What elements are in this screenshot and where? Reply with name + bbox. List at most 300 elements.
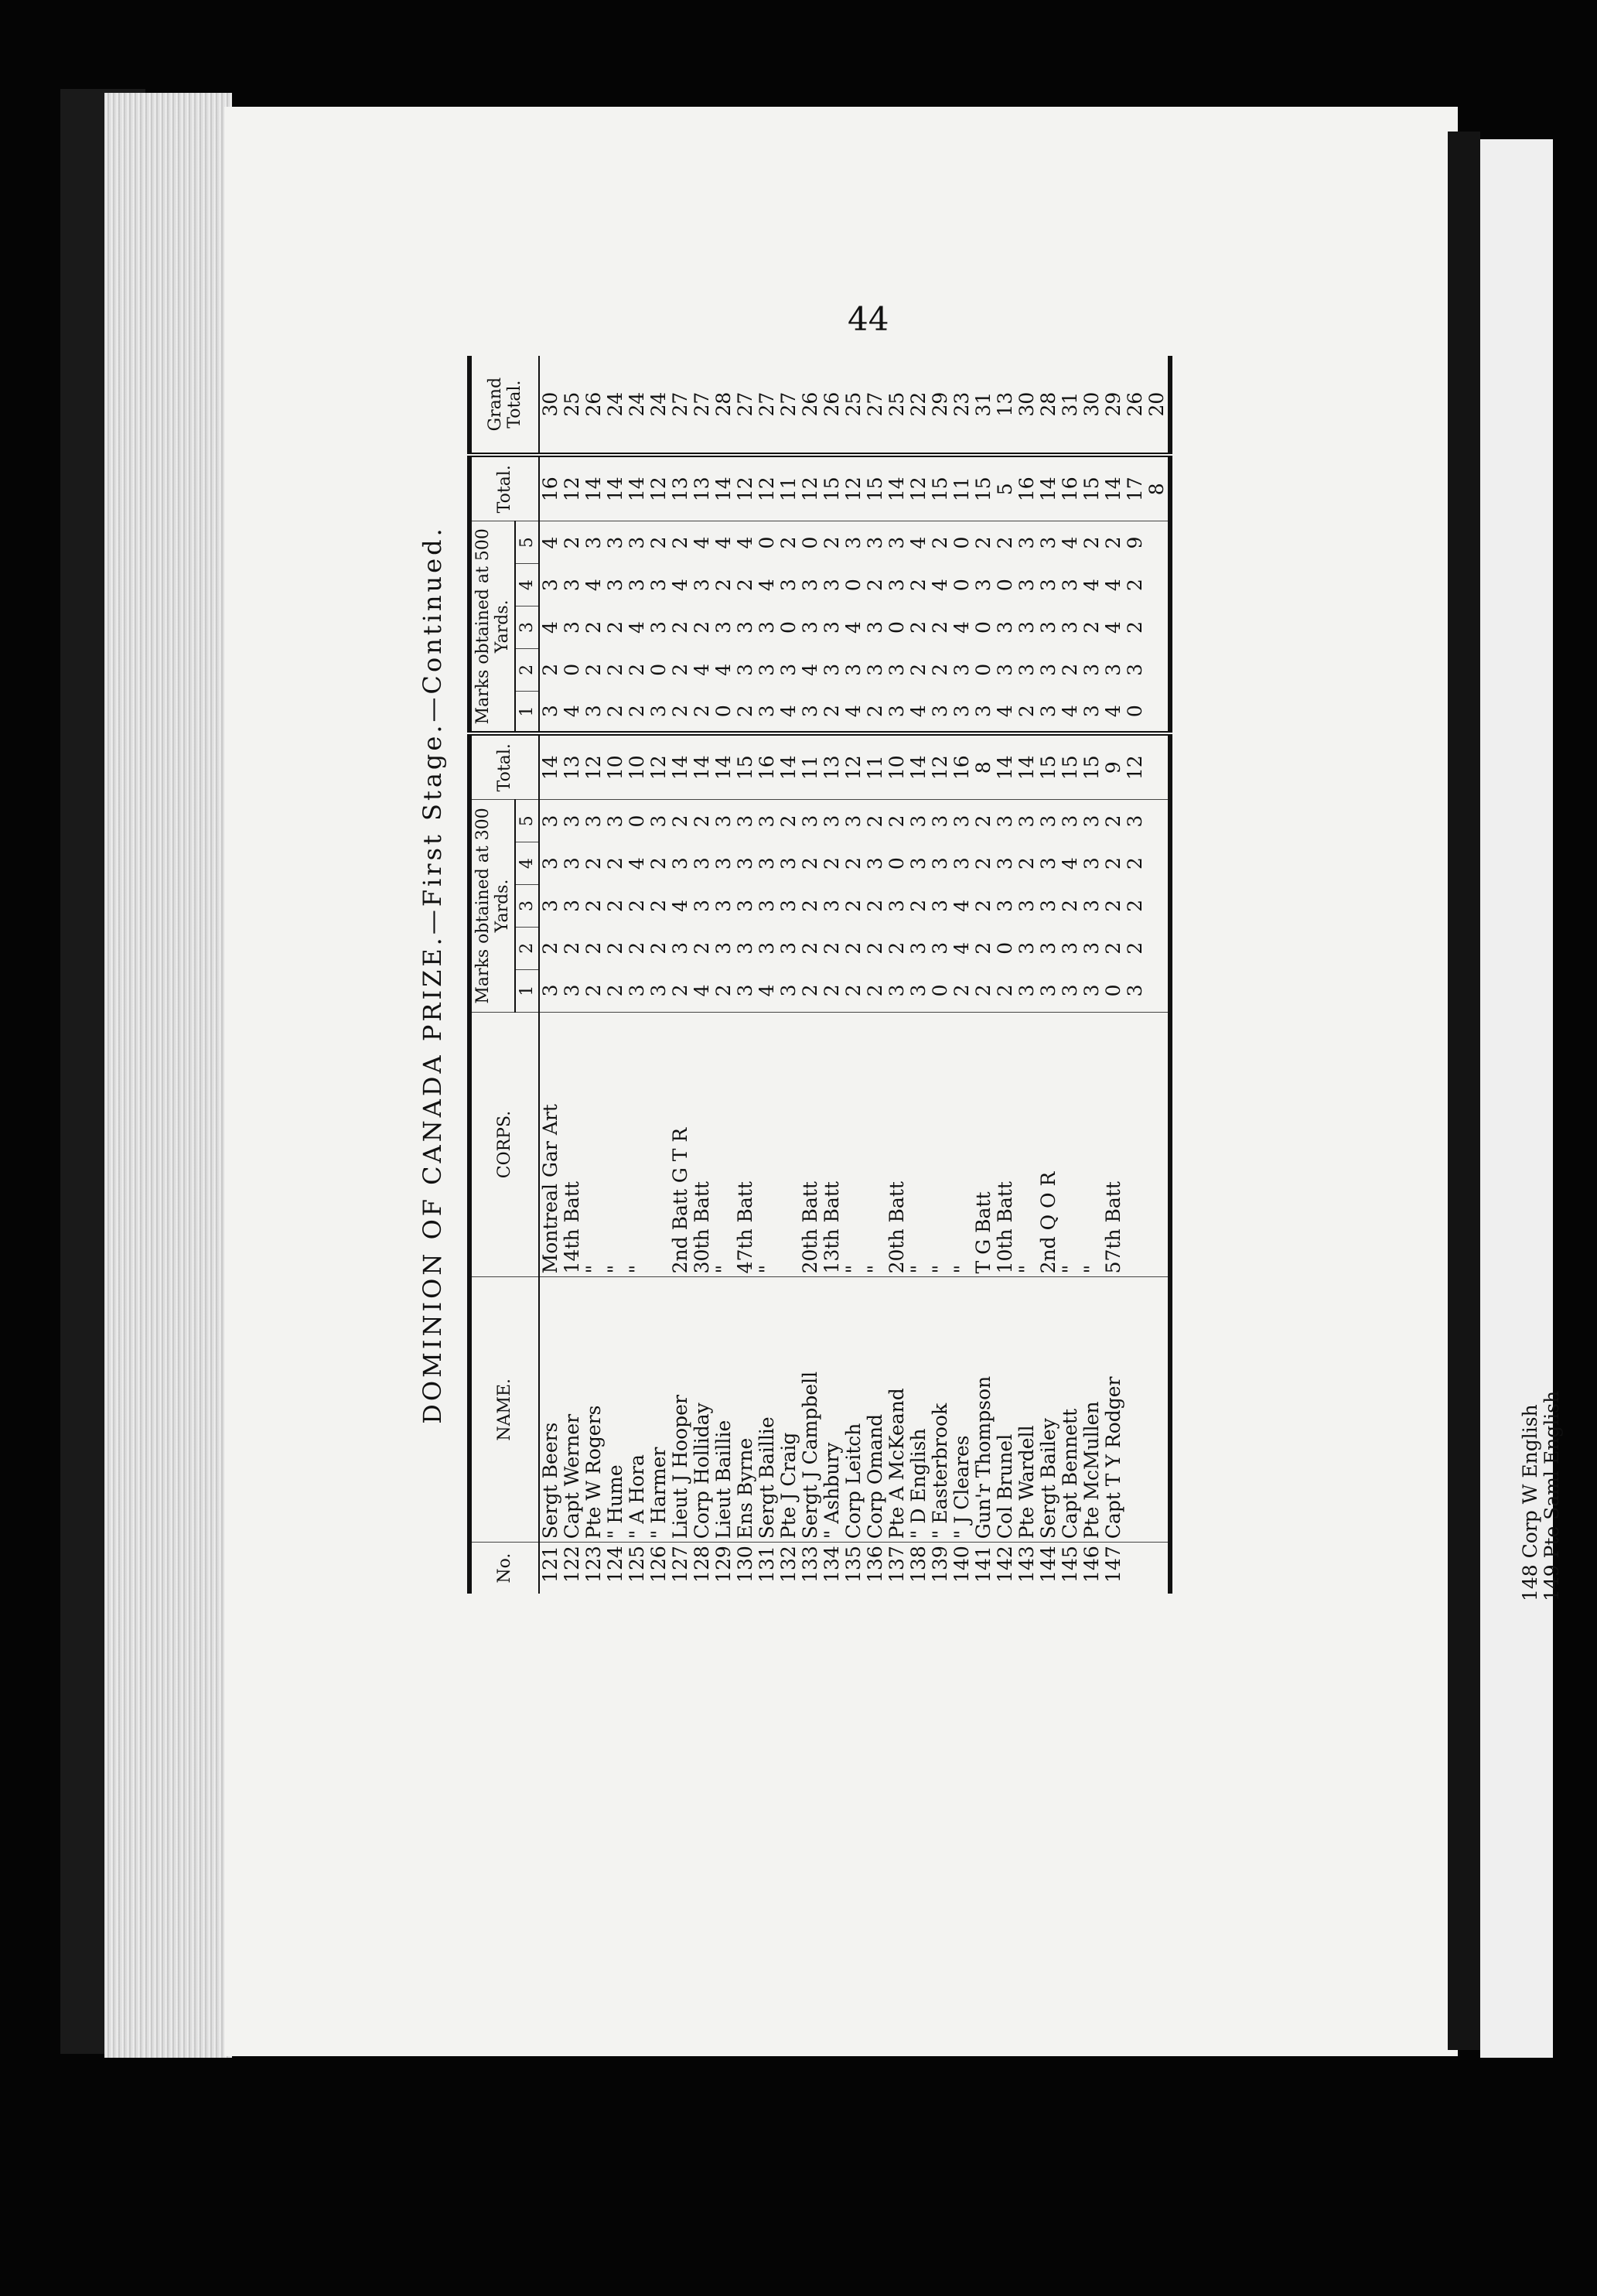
row-corps: 47th Batt bbox=[735, 1012, 756, 1277]
score-500-shot: 3 bbox=[1015, 579, 1038, 592]
score-300-shot: 4 bbox=[950, 900, 973, 912]
table-row bbox=[1060, 356, 1081, 1594]
grand-total: 27 bbox=[756, 356, 778, 455]
score-300-shot: 2 bbox=[713, 969, 735, 1012]
score-300-shot: 3 bbox=[1123, 815, 1146, 828]
score-300-shot: 3 bbox=[885, 900, 908, 912]
row-name: Pte Saml English bbox=[1541, 1390, 1563, 1559]
score-300-shot: 3 bbox=[950, 857, 973, 870]
score-300-shot: 3 bbox=[1036, 900, 1060, 912]
score-300-shot: 2 bbox=[603, 941, 626, 955]
score-500-shot: 2 bbox=[733, 579, 756, 592]
score-500-shot: 3 bbox=[625, 536, 648, 549]
row-number: 127 bbox=[668, 1546, 691, 1583]
score-500-shot: 2 bbox=[647, 536, 670, 549]
score-500-shot: 4 bbox=[1101, 621, 1124, 634]
score-300-shot: 3 bbox=[1036, 857, 1060, 870]
score-300-shot: 3 bbox=[755, 941, 778, 955]
score-500-shot: 3 bbox=[993, 663, 1016, 676]
total-300: 16 bbox=[756, 733, 778, 800]
score-500-shot: 2 bbox=[820, 536, 843, 549]
row-number: 149 bbox=[1541, 1564, 1563, 1601]
score-300-shot: 3 bbox=[906, 857, 930, 870]
total-500: 12 bbox=[756, 455, 778, 521]
score-500-shot: 2 bbox=[538, 663, 561, 676]
row-corps: " bbox=[583, 1012, 605, 1277]
score-300-shot: 3 bbox=[841, 815, 865, 828]
score-300-shot: 3 bbox=[776, 900, 800, 912]
header-shot: 2 bbox=[515, 927, 539, 969]
row-name: " Harmer bbox=[648, 1277, 670, 1543]
score-300-shot: 3 bbox=[538, 857, 561, 870]
total-500: 12 bbox=[648, 455, 670, 521]
total-300: 10 bbox=[886, 733, 908, 800]
total-500: 11 bbox=[778, 455, 800, 521]
score-500-shot: 4 bbox=[1080, 579, 1103, 592]
score-300-shot: 2 bbox=[885, 941, 908, 955]
row-corps: T G Batt bbox=[973, 1012, 995, 1277]
grand-total: 30 bbox=[539, 356, 561, 455]
score-300-shot bbox=[1146, 800, 1170, 842]
score-500-shot: 3 bbox=[885, 663, 908, 676]
row-name: Corp Omand bbox=[865, 1277, 886, 1543]
score-500-shot: 3 bbox=[1036, 663, 1060, 676]
score-500-shot: 4 bbox=[950, 621, 973, 634]
row-corps: 13th Batt bbox=[821, 1012, 843, 1277]
row-name: Sergt Baillie bbox=[756, 1277, 778, 1543]
total-500: 12 bbox=[908, 455, 930, 521]
total-300: 12 bbox=[1124, 733, 1146, 800]
total-300: 14 bbox=[995, 733, 1016, 800]
score-500-shot: 3 bbox=[755, 663, 778, 676]
total-300: 16 bbox=[951, 733, 973, 800]
table-row bbox=[843, 356, 865, 1594]
score-300-shot: 2 bbox=[647, 941, 670, 955]
total-500: 12 bbox=[843, 455, 865, 521]
total-300: 14 bbox=[539, 733, 561, 800]
score-300-shot bbox=[1146, 969, 1170, 1012]
score-500-shot bbox=[1146, 521, 1170, 564]
score-500-shot: 0 bbox=[798, 536, 821, 549]
score-500-shot: 0 bbox=[1124, 691, 1146, 733]
score-500-shot: 0 bbox=[971, 621, 995, 634]
score-300-shot: 2 bbox=[820, 941, 843, 955]
next-page-edge bbox=[1480, 139, 1553, 2058]
score-300-shot: 2 bbox=[582, 900, 605, 912]
score-300-shot: 3 bbox=[863, 857, 886, 870]
row-number: 145 bbox=[1058, 1546, 1081, 1583]
next-page-row bbox=[1541, 1390, 1563, 1601]
score-300-shot: 2 bbox=[995, 969, 1016, 1012]
score-300-shot: 2 bbox=[971, 941, 995, 955]
score-500-shot: 0 bbox=[885, 621, 908, 634]
total-500: 13 bbox=[691, 455, 713, 521]
score-500-shot bbox=[1146, 564, 1170, 606]
row-name: " Ashbury bbox=[821, 1277, 843, 1543]
book-gutter bbox=[1448, 132, 1480, 2050]
score-500-shot: 3 bbox=[1080, 663, 1103, 676]
score-500-shot: 3 bbox=[625, 579, 648, 592]
score-300-shot: 3 bbox=[1015, 941, 1038, 955]
score-300-shot: 2 bbox=[951, 969, 973, 1012]
row-number: 147 bbox=[1101, 1546, 1124, 1583]
total-300: 11 bbox=[865, 733, 886, 800]
score-500-shot: 4 bbox=[1103, 691, 1124, 733]
score-300-shot: 2 bbox=[820, 857, 843, 870]
row-number: 135 bbox=[841, 1546, 865, 1583]
row-name: Capt Bennett bbox=[1060, 1277, 1081, 1543]
score-300-shot: 2 bbox=[668, 815, 691, 828]
score-500-shot: 4 bbox=[690, 536, 713, 549]
row-number: 139 bbox=[928, 1546, 951, 1583]
score-500-shot: 3 bbox=[1015, 663, 1038, 676]
score-500-shot: 3 bbox=[733, 621, 756, 634]
header-name: NAME. bbox=[469, 1277, 539, 1543]
score-300-shot: 3 bbox=[1058, 941, 1081, 955]
score-300-shot: 2 bbox=[625, 941, 648, 955]
score-500-shot: 2 bbox=[776, 536, 800, 549]
next-page-row bbox=[1519, 1404, 1541, 1601]
total-500: 8 bbox=[1146, 455, 1170, 521]
total-500: 12 bbox=[561, 455, 583, 521]
score-500-shot: 3 bbox=[798, 621, 821, 634]
table-row bbox=[713, 356, 735, 1594]
score-500-shot: 3 bbox=[863, 663, 886, 676]
score-300-shot: 2 bbox=[1123, 900, 1146, 912]
table-row bbox=[648, 356, 670, 1594]
table-row bbox=[605, 356, 626, 1594]
row-name bbox=[1124, 1277, 1146, 1543]
table-row bbox=[930, 356, 951, 1594]
score-500-shot: 3 bbox=[1038, 691, 1060, 733]
score-500-shot: 4 bbox=[1060, 691, 1081, 733]
score-300-shot: 2 bbox=[971, 857, 995, 870]
table-row bbox=[1081, 356, 1103, 1594]
score-500-shot: 3 bbox=[539, 691, 561, 733]
score-500-shot: 2 bbox=[711, 579, 735, 592]
score-300-shot: 3 bbox=[776, 857, 800, 870]
row-corps: " bbox=[951, 1012, 973, 1277]
score-500-shot: 2 bbox=[928, 536, 951, 549]
row-name: Gun'r Thompson bbox=[973, 1277, 995, 1543]
row-number: 126 bbox=[647, 1546, 670, 1583]
score-300-shot: 2 bbox=[1101, 815, 1124, 828]
grand-total: 26 bbox=[1124, 356, 1146, 455]
score-500-shot: 4 bbox=[1101, 579, 1124, 592]
total-500: 16 bbox=[1016, 455, 1038, 521]
score-300-shot: 2 bbox=[560, 941, 583, 955]
header-shot: 2 bbox=[515, 648, 539, 691]
score-500-shot: 4 bbox=[755, 579, 778, 592]
score-300-shot: 3 bbox=[755, 815, 778, 828]
table-title: DOMINION OF CANADA PRIZE.—First Stage.—Continued. bbox=[418, 525, 447, 1424]
page-edges bbox=[104, 93, 232, 2058]
score-500-shot: 3 bbox=[647, 579, 670, 592]
score-500-shot: 3 bbox=[1081, 691, 1103, 733]
score-300-shot: 2 bbox=[971, 815, 995, 828]
score-500-shot: 0 bbox=[841, 579, 865, 592]
score-300-shot: 3 bbox=[1080, 815, 1103, 828]
score-500-shot: 2 bbox=[821, 691, 843, 733]
score-500-shot: 2 bbox=[668, 663, 691, 676]
score-500-shot: 2 bbox=[605, 691, 626, 733]
row-corps: 30th Batt bbox=[691, 1012, 713, 1277]
score-300-shot: 0 bbox=[930, 969, 951, 1012]
grand-total: 25 bbox=[561, 356, 583, 455]
table-row bbox=[561, 356, 583, 1594]
row-corps: " bbox=[626, 1012, 648, 1277]
row-number: 121 bbox=[538, 1546, 561, 1583]
row-corps: " bbox=[605, 1012, 626, 1277]
score-500-shot: 3 bbox=[841, 536, 865, 549]
score-500-shot: 3 bbox=[885, 536, 908, 549]
score-300-shot: 3 bbox=[735, 969, 756, 1012]
score-500-shot: 3 bbox=[648, 691, 670, 733]
table-row bbox=[951, 356, 973, 1594]
row-number: 122 bbox=[560, 1546, 583, 1583]
row-name: " D English bbox=[908, 1277, 930, 1543]
score-300-shot: 3 bbox=[561, 969, 583, 1012]
score-500-shot: 3 bbox=[1036, 621, 1060, 634]
score-500-shot: 2 bbox=[1058, 663, 1081, 676]
score-300-shot: 3 bbox=[993, 815, 1016, 828]
score-500-shot: 4 bbox=[841, 621, 865, 634]
row-number: 140 bbox=[950, 1546, 973, 1583]
total-300: 15 bbox=[735, 733, 756, 800]
row-number: 128 bbox=[690, 1546, 713, 1583]
row-corps bbox=[1146, 1012, 1170, 1277]
row-name: Col Brunel bbox=[995, 1277, 1016, 1543]
grand-total: 30 bbox=[1016, 356, 1038, 455]
score-300-shot bbox=[1146, 927, 1170, 969]
score-300-shot: 2 bbox=[603, 857, 626, 870]
score-500-shot: 2 bbox=[560, 536, 583, 549]
score-500-shot: 3 bbox=[820, 621, 843, 634]
total-500: 15 bbox=[973, 455, 995, 521]
score-500-shot: 4 bbox=[733, 536, 756, 549]
table-row bbox=[735, 356, 756, 1594]
score-300-shot: 3 bbox=[711, 815, 735, 828]
score-300-shot: 4 bbox=[950, 941, 973, 955]
score-300-shot: 2 bbox=[1123, 941, 1146, 955]
row-corps: " bbox=[1081, 1012, 1103, 1277]
score-300-shot: 3 bbox=[820, 900, 843, 912]
score-500-shot: 3 bbox=[1123, 663, 1146, 676]
score-500-shot: 2 bbox=[863, 579, 886, 592]
total-300 bbox=[1146, 733, 1170, 800]
row-name: " J Cleares bbox=[951, 1277, 973, 1543]
score-500-shot: 3 bbox=[950, 663, 973, 676]
total-300: 14 bbox=[1016, 733, 1038, 800]
row-name: Sergt Bailey bbox=[1038, 1277, 1060, 1543]
grand-total: 25 bbox=[843, 356, 865, 455]
row-name: " Hume bbox=[605, 1277, 626, 1543]
total-500: 14 bbox=[626, 455, 648, 521]
score-500-shot: 3 bbox=[755, 621, 778, 634]
score-500-shot: 3 bbox=[603, 536, 626, 549]
row-name: Capt T Y Rodger bbox=[1103, 1277, 1124, 1543]
score-300-shot: 3 bbox=[603, 815, 626, 828]
score-300-shot: 2 bbox=[798, 857, 821, 870]
score-300-shot: 3 bbox=[1015, 815, 1038, 828]
score-500-shot: 2 bbox=[906, 663, 930, 676]
row-corps: 2nd Batt G T R bbox=[670, 1012, 691, 1277]
score-500-shot: 0 bbox=[950, 579, 973, 592]
row-corps: " bbox=[1060, 1012, 1081, 1277]
score-500-shot: 2 bbox=[603, 663, 626, 676]
score-500-shot: 3 bbox=[776, 579, 800, 592]
table-row bbox=[583, 356, 605, 1594]
table-row bbox=[1103, 356, 1124, 1594]
total-300: 8 bbox=[973, 733, 995, 800]
score-300-shot: 2 bbox=[670, 969, 691, 1012]
score-300-shot: 3 bbox=[776, 941, 800, 955]
score-500-shot: 2 bbox=[603, 621, 626, 634]
score-300-shot: 2 bbox=[906, 900, 930, 912]
score-300-shot: 3 bbox=[538, 815, 561, 828]
score-500-shot: 2 bbox=[906, 579, 930, 592]
total-500: 15 bbox=[930, 455, 951, 521]
score-500-shot: 2 bbox=[1080, 621, 1103, 634]
row-name: Lieut Baillie bbox=[713, 1277, 735, 1543]
score-300-shot: 2 bbox=[1101, 857, 1124, 870]
row-corps bbox=[778, 1012, 800, 1277]
table-row bbox=[865, 356, 886, 1594]
score-table bbox=[467, 356, 1172, 1594]
score-300-shot bbox=[1146, 885, 1170, 928]
header-shot: 4 bbox=[515, 564, 539, 606]
score-300-shot: 3 bbox=[928, 857, 951, 870]
score-500-shot: 3 bbox=[951, 691, 973, 733]
score-500-shot: 3 bbox=[1036, 579, 1060, 592]
score-500-shot: 3 bbox=[1036, 536, 1060, 549]
row-corps bbox=[1124, 1012, 1146, 1277]
table-row bbox=[626, 356, 648, 1594]
score-500-shot: 2 bbox=[1123, 579, 1146, 592]
row-corps: 2nd Q O R bbox=[1038, 1012, 1060, 1277]
score-300-shot: 2 bbox=[821, 969, 843, 1012]
grand-total: 28 bbox=[1038, 356, 1060, 455]
score-500-shot: 3 bbox=[886, 691, 908, 733]
table-row bbox=[908, 356, 930, 1594]
score-500-shot: 4 bbox=[711, 536, 735, 549]
total-500: 14 bbox=[1038, 455, 1060, 521]
header-shot: 1 bbox=[515, 691, 539, 733]
score-300-shot: 2 bbox=[605, 969, 626, 1012]
score-300-shot: 2 bbox=[798, 900, 821, 912]
score-500-shot: 3 bbox=[603, 579, 626, 592]
grand-total: 28 bbox=[713, 356, 735, 455]
score-300-shot: 2 bbox=[865, 969, 886, 1012]
score-500-shot: 3 bbox=[1058, 579, 1081, 592]
score-500-shot: 3 bbox=[1015, 621, 1038, 634]
score-500-shot: 3 bbox=[776, 663, 800, 676]
score-500-shot: 0 bbox=[755, 536, 778, 549]
score-300-shot: 2 bbox=[841, 900, 865, 912]
grand-total: 27 bbox=[865, 356, 886, 455]
row-corps: " bbox=[865, 1012, 886, 1277]
score-300-shot: 2 bbox=[841, 941, 865, 955]
score-500-shot: 2 bbox=[625, 663, 648, 676]
score-500-shot: 2 bbox=[928, 621, 951, 634]
score-300-shot: 3 bbox=[711, 900, 735, 912]
row-corps: 20th Batt bbox=[886, 1012, 908, 1277]
score-300-shot: 2 bbox=[841, 857, 865, 870]
score-500-shot: 4 bbox=[843, 691, 865, 733]
table-row bbox=[886, 356, 908, 1594]
score-500-shot: 2 bbox=[1016, 691, 1038, 733]
row-number: 148 bbox=[1519, 1564, 1541, 1601]
score-300-shot: 2 bbox=[1123, 857, 1146, 870]
row-corps: " bbox=[1016, 1012, 1038, 1277]
score-500-shot: 3 bbox=[582, 536, 605, 549]
score-300-shot: 3 bbox=[755, 857, 778, 870]
score-300-shot: 3 bbox=[993, 857, 1016, 870]
row-corps: " bbox=[756, 1012, 778, 1277]
score-500-shot: 4 bbox=[668, 579, 691, 592]
score-300-shot: 3 bbox=[560, 815, 583, 828]
table-body bbox=[539, 356, 1170, 1594]
grand-total: 27 bbox=[670, 356, 691, 455]
row-number: 138 bbox=[906, 1546, 930, 1583]
row-name: Corp W English bbox=[1519, 1404, 1541, 1559]
score-500-shot: 3 bbox=[841, 663, 865, 676]
score-300-shot: 3 bbox=[1080, 900, 1103, 912]
row-number: 123 bbox=[582, 1546, 605, 1583]
score-300-shot: 4 bbox=[1058, 857, 1081, 870]
table-row bbox=[691, 356, 713, 1594]
score-500-shot: 2 bbox=[928, 663, 951, 676]
score-500-shot: 2 bbox=[626, 691, 648, 733]
row-number: 125 bbox=[625, 1546, 648, 1583]
score-500-shot bbox=[1146, 648, 1170, 691]
score-300-shot: 3 bbox=[928, 815, 951, 828]
score-300-shot: 3 bbox=[755, 900, 778, 912]
score-300-shot: 2 bbox=[582, 857, 605, 870]
score-300-shot: 2 bbox=[863, 900, 886, 912]
total-300: 14 bbox=[778, 733, 800, 800]
score-300-shot: 3 bbox=[668, 941, 691, 955]
total-300: 14 bbox=[908, 733, 930, 800]
score-500-shot bbox=[1146, 606, 1170, 649]
grand-total: 29 bbox=[930, 356, 951, 455]
score-300-shot: 3 bbox=[538, 900, 561, 912]
score-500-shot: 3 bbox=[800, 691, 821, 733]
total-300: 15 bbox=[1038, 733, 1060, 800]
grand-total: 31 bbox=[1060, 356, 1081, 455]
score-300-shot: 3 bbox=[886, 969, 908, 1012]
rotated-table-block bbox=[418, 356, 1326, 1594]
score-300-shot: 3 bbox=[1058, 815, 1081, 828]
total-500: 12 bbox=[735, 455, 756, 521]
row-number: 134 bbox=[820, 1546, 843, 1583]
score-300-shot: 2 bbox=[603, 900, 626, 912]
score-500-shot: 3 bbox=[863, 621, 886, 634]
grand-total: 24 bbox=[605, 356, 626, 455]
score-300-shot: 2 bbox=[973, 969, 995, 1012]
score-300-shot: 2 bbox=[971, 900, 995, 912]
header-shot: 3 bbox=[515, 885, 539, 928]
total-300: 9 bbox=[1103, 733, 1124, 800]
row-number: 142 bbox=[993, 1546, 1016, 1583]
score-500-shot: 2 bbox=[691, 691, 713, 733]
total-500: 13 bbox=[670, 455, 691, 521]
row-name: Ens Byrne bbox=[735, 1277, 756, 1543]
header-total-500: Total. bbox=[469, 455, 539, 521]
total-500: 14 bbox=[583, 455, 605, 521]
total-300: 14 bbox=[691, 733, 713, 800]
row-name: Capt Werner bbox=[561, 1277, 583, 1543]
